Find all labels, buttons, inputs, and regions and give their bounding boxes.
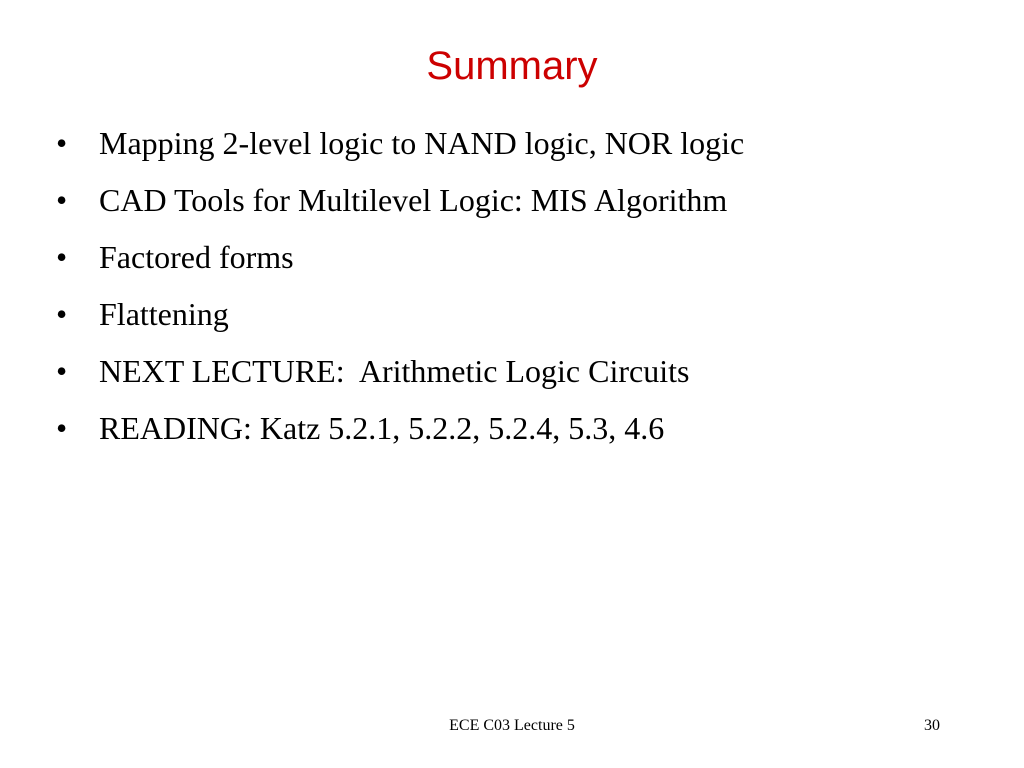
bullet-item <box>56 286 744 343</box>
bullet-item <box>56 115 744 172</box>
bullet-item <box>56 172 744 229</box>
slide-title: Summary <box>426 44 598 88</box>
bullet-item <box>56 400 744 457</box>
bullet-item <box>56 229 744 286</box>
bullet-text: NEXT LECTURE: Arithmetic Logic Circuits <box>99 353 690 389</box>
bullet-text: READING: Katz 5.2.1, 5.2.2, 5.2.4, 5.3, 4.6 <box>99 410 665 446</box>
bullet-text: CAD Tools for Multilevel Logic: MIS Algorithm <box>99 182 728 218</box>
bullet-text: Mapping 2-level logic to NAND logic, NOR logic <box>99 125 745 161</box>
bullet-dot-icon: • <box>56 296 68 332</box>
bullet-dot-icon: • <box>56 125 68 161</box>
page-number: 30 <box>924 717 940 734</box>
bullet-dot-icon: • <box>56 182 68 218</box>
bullet-dot-icon: • <box>56 410 68 446</box>
footer-lecture-label: ECE C03 Lecture 5 <box>449 717 575 734</box>
bullet-list <box>56 115 744 457</box>
bullet-dot-icon: • <box>56 353 68 389</box>
bullet-item <box>56 343 744 400</box>
bullet-text: Flattening <box>99 296 229 332</box>
bullet-dot-icon: • <box>56 239 68 275</box>
bullet-text: Factored forms <box>99 239 294 275</box>
